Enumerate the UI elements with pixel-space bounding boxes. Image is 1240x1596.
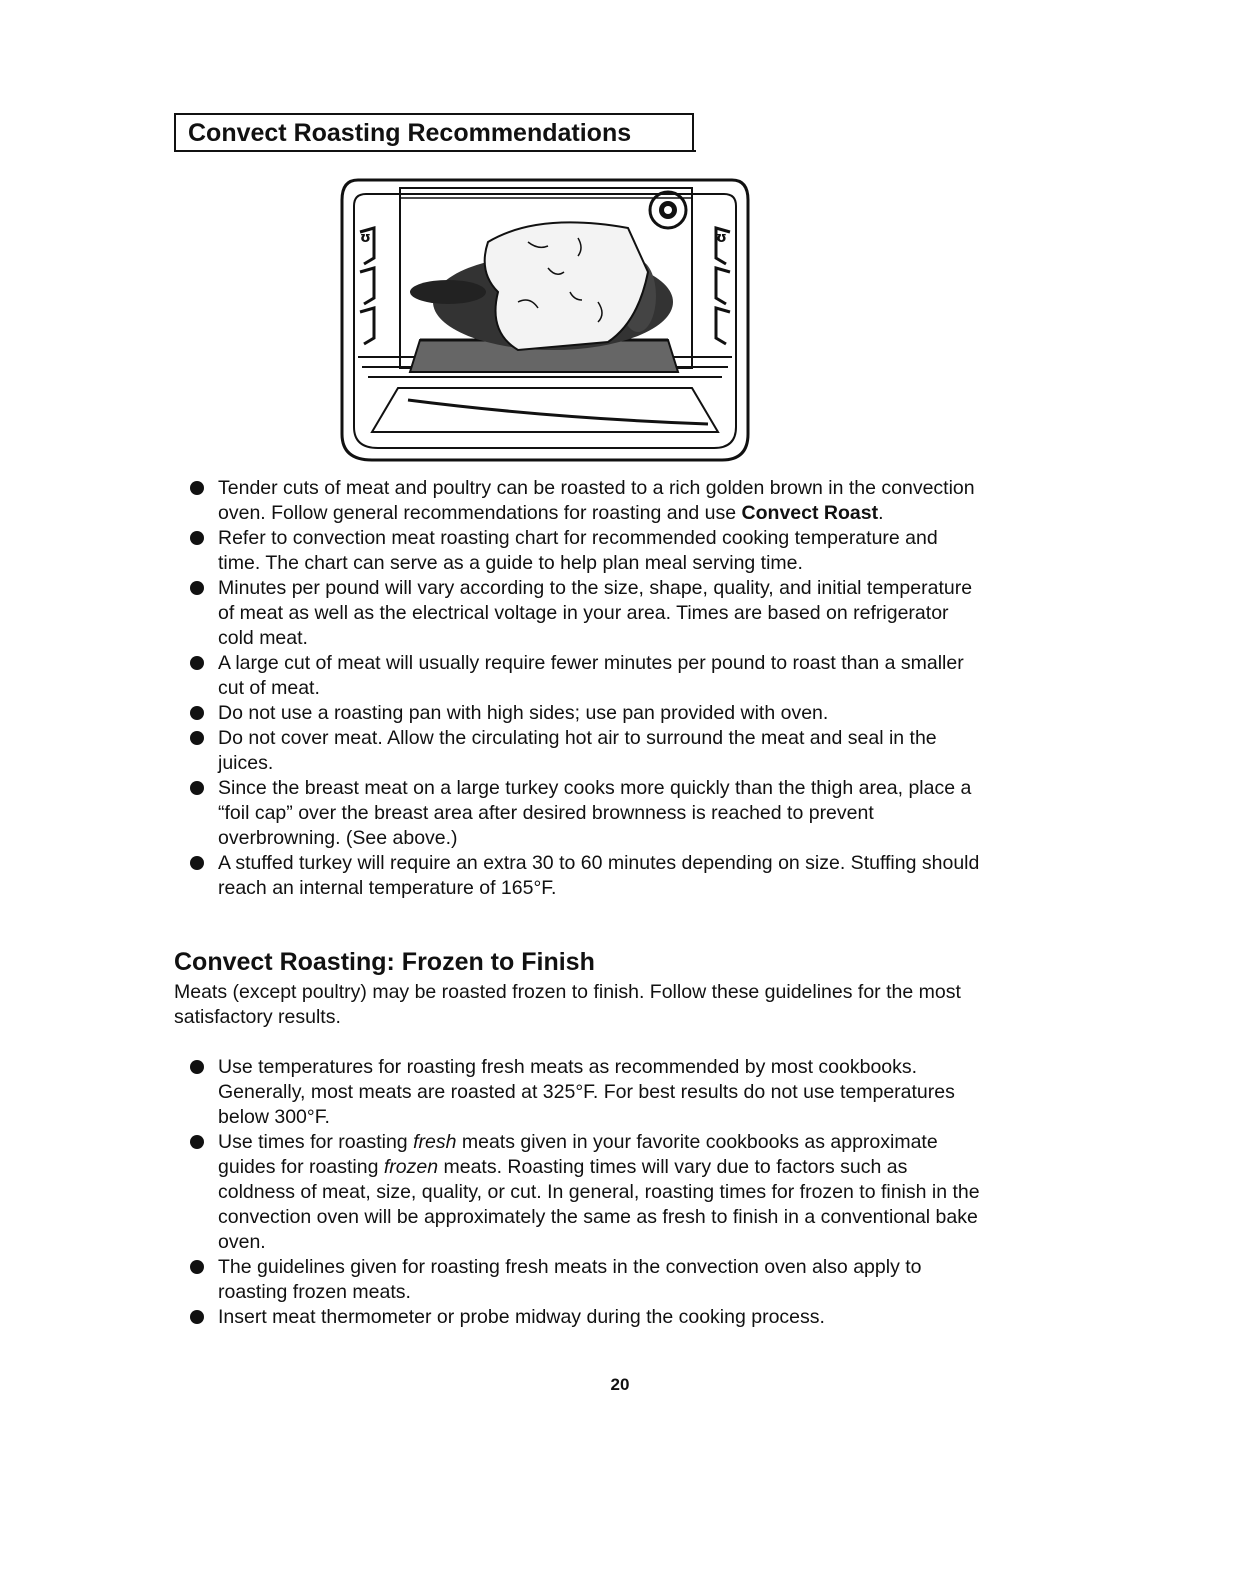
list-item bbox=[190, 1130, 980, 1255]
list-item bbox=[190, 476, 980, 526]
bullet-icon bbox=[190, 1060, 204, 1074]
bullet-text bbox=[218, 577, 972, 649]
bullet-icon bbox=[190, 531, 204, 545]
title-underline bbox=[174, 150, 696, 152]
text-run: Do not use a roasting pan with high sides; use pan provided with oven. bbox=[218, 702, 829, 724]
frozen-to-finish-heading: Convect Roasting: Frozen to Finish bbox=[174, 948, 595, 976]
bullet-icon bbox=[190, 781, 204, 795]
italic-text: frozen bbox=[383, 1156, 439, 1178]
section-title: Convect Roasting Recommendations bbox=[174, 113, 694, 151]
bullet-text bbox=[218, 477, 975, 524]
bullet-icon bbox=[190, 731, 204, 745]
text-run: meats. Roasting times will vary due to factors such as coldness of meat, size, quality, or cut. In general, roasting times for frozen to finish in the convection oven will be approximately the same as fresh to finish in a conventional bake oven. bbox=[218, 1156, 980, 1253]
bullet-text bbox=[218, 727, 937, 774]
svg-text:ʊ: ʊ bbox=[360, 230, 371, 246]
svg-text:ʊ: ʊ bbox=[716, 230, 727, 246]
text-run: Do not cover meat. Allow the circulating hot air to surround the meat and seal in the juices. bbox=[218, 727, 937, 774]
list-item bbox=[190, 651, 980, 701]
text-run: Insert meat thermometer or probe midway during the cooking process. bbox=[218, 1306, 825, 1328]
bullet-icon bbox=[190, 706, 204, 720]
list-item bbox=[190, 701, 980, 726]
list-item bbox=[190, 1055, 980, 1130]
bullet-text bbox=[218, 777, 971, 849]
bullet-icon bbox=[190, 1135, 204, 1149]
bullet-text bbox=[218, 1056, 955, 1128]
text-run: Use temperatures for roasting fresh meats as recommended by most cookbooks. Generally, most meats are roasted at 325°F. For best results do not use temperatures below 300°F. bbox=[218, 1056, 955, 1128]
italic-text: fresh bbox=[413, 1131, 457, 1153]
oven-turkey-illustration bbox=[338, 172, 752, 468]
bullet-text bbox=[218, 852, 979, 899]
bullet-icon bbox=[190, 656, 204, 670]
list-item bbox=[190, 726, 980, 776]
bullet-text bbox=[218, 1131, 980, 1253]
bullet-text bbox=[218, 1256, 922, 1303]
text-run: meats given in your favorite cookbooks as approximate guides for roasting bbox=[218, 1131, 938, 1178]
frozen-to-finish-list bbox=[190, 1055, 980, 1330]
list-item bbox=[190, 851, 980, 901]
text-run: Tender cuts of meat and poultry can be roasted to a rich golden brown in the convection oven. Follow general recommendations for roasting and use bbox=[218, 477, 975, 524]
bullet-text bbox=[218, 652, 964, 699]
bullet-text bbox=[218, 702, 828, 724]
bullet-icon bbox=[190, 1310, 204, 1324]
list-item bbox=[190, 1255, 980, 1305]
text-run: The guidelines given for roasting fresh meats in the convection oven also apply to roasting frozen meats. bbox=[218, 1256, 922, 1303]
list-item bbox=[190, 526, 980, 576]
text-run: Use times for roasting bbox=[218, 1131, 414, 1153]
list-item bbox=[190, 1305, 980, 1330]
text-run: Since the breast meat on a large turkey cooks more quickly than the thigh area, place a “foil cap” over the breast area after desired brownness is reached to prevent overbrowning. (See above.) bbox=[218, 777, 972, 849]
text-run: Minutes per pound will vary according to the size, shape, quality, and initial temperature of meat as well as the electrical voltage in your area. Times are based on refrigerator cold meat. bbox=[218, 577, 973, 649]
roasting-recommendations-list bbox=[190, 476, 980, 901]
text-run: A stuffed turkey will require an extra 30 to 60 minutes depending on size. Stuffing should reach an internal temperature of 165°F. bbox=[218, 852, 980, 899]
page-number: 20 bbox=[610, 1375, 630, 1394]
frozen-to-finish-intro: Meats (except poultry) may be roasted frozen to finish. Follow these guidelines for the most satisfactory results. bbox=[174, 981, 961, 1028]
bullet-icon bbox=[190, 581, 204, 595]
bullet-icon bbox=[190, 856, 204, 870]
text-run: Refer to convection meat roasting chart for recommended cooking temperature and time. The chart can serve as a guide to help plan meal serving time. bbox=[218, 527, 938, 574]
bold-text: Convect Roast bbox=[741, 502, 879, 524]
bullet-text bbox=[218, 527, 938, 574]
text-run: A large cut of meat will usually require fewer minutes per pound to roast than a smaller cut of meat. bbox=[218, 652, 964, 699]
bullet-icon bbox=[190, 1260, 204, 1274]
bullet-text bbox=[218, 1306, 825, 1328]
list-item bbox=[190, 776, 980, 851]
list-item bbox=[190, 576, 980, 651]
text-run: . bbox=[878, 502, 884, 524]
bullet-icon bbox=[190, 481, 204, 495]
